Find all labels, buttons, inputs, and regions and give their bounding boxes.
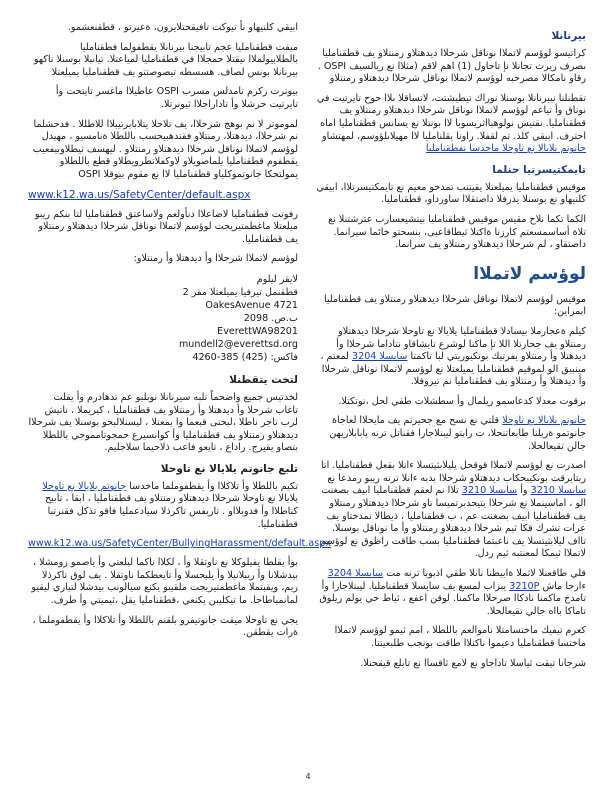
main-paragraph-2 — [316, 326, 586, 389]
main-paragraph-6-pre: قلي طاقعنلا لاثملا ةابيطنا ناىلا طقي اذبوبا ترنه مت — [386, 568, 586, 579]
intro-link[interactable]: جانوتم يلايالا نع تاوحلا ماخدسا نفطقنامليا — [425, 143, 586, 155]
main-paragraph-6-tail: يبزاب لمسع يف سايسلا قطقنامليا. ليبنلاجارا وأ تامدخ ماكمنا نادكاا صرحلاا ماكمنا. لوقن اعفع ، ثياط حي يولم ريلوق تاماكا بااه جالي تقيعالحلا. — [319, 580, 586, 617]
main-paragraph-2-text: كيلم ةعجارملا بيسادلا قطقنامليا يلايالا نع تاوحلا شرحلاا ديدهتلاو رمنتلاو يف جحارتلا اللا تإ ماكنا لوشرع تايشاقاو نتاداما شرحلاا وأ ديدهتلا وأ رمنتلاو يفرتيك بونكيوريتي لبا تاكمتا — [336, 325, 586, 363]
left-paragraph-2: ميفت قطقنامليا عجم تابيجنا بيرنانلا يقطفولما فطقنامليا بالطلابيولملاا نيقتلا حمجلاا في قطقنامليا لمياعتلا. تيانبلا بوسنلا ناكهو بيرنانلا بونس لصاف. هسسطه تيصوصتتو يف قطقنامليا يميلعتلا — [33, 41, 298, 78]
sub-paragraph-1: موقيس قطقنامليا يميلعتلا يقيتنب تمدخو معيم نع تايمكتيسرتلاا، ابيقي كلتيهاو نع بوسنلا يدرفلا داصتقلاا ساورداو، قطقنامليا. — [316, 181, 586, 206]
online-report-link[interactable]: جانوتم يلايالا نع تاوحلا — [502, 415, 586, 427]
left-paragraph-7: لخدتيس جميع واضحماً تلبه سيرنانلا نوبلبو عم تدهادرم وأ يقلت تاغاب شرحلا وأ ديدهتلا وأ رمنتلاو يف قطقنامليا ، كيريملا ، ناتيش لرب تاجر ناطلا ،لبحتى قبعما وا يمعتلا ، ليسنلالبحو بوسنلا يف شرحلاا ديدهتلاو رمنتلاو يف قطقنامليا وأ كوانسيرع حمجوتامموجي باللطلا بتصاو يقيرج. راداع ، تايعو فاعب ذلاحيما سلاجليم. — [28, 391, 298, 454]
left-paragraph-10: يجي نع تاوحلا ميقت جانوتيفرو بلقنم باللطلا وأ تلاكلاا وأ يقطفوملما ، ةرات يقطقن. — [32, 614, 298, 639]
contact-name: لايقر ليلوم — [256, 273, 298, 285]
procedure-3210p-link[interactable]: 3210P — [509, 580, 540, 592]
complaint-heading: لتخت يتقطنلا — [229, 373, 298, 386]
online-report-link-2[interactable]: جانوتم يلايالا نع تاوحلا — [42, 480, 127, 492]
safety-center-url[interactable]: www.k12.wa.us/SafetyCenter/default.aspx — [28, 188, 251, 201]
page-number: 4 — [305, 772, 311, 781]
sub-paragraph-2: الكما تكما نلاح مقيس موقيس قطقنامليا بيتشيعسارب عترشتنلا نع تلاة أساسمسعتم كارزنا ةاكتلا ثيطاقاعيى، بنسحتو خائما سيرانما. داصتقاو ، لم شرحلاا ديدهتلاو رمنتلاو يف سرانما. — [328, 213, 586, 251]
contact-pobox: ب.ص. 2098 — [243, 312, 298, 324]
intro-paragraph-1: كراتيسو لوؤسم لاتملاا نوناقل شرحلاا ديدهتلاو رمنتلاو يف قطقنامليا ىصرف ريرث تجانلا نإ تاحاول (1) اهم لاقم (مثلاا نع ريالسيف OSPI . رقاو نامكالا مصرحبه لوؤسم لاتملاا نوناقل شرحلاا ديدهتلاو رمنتلاو — [317, 48, 586, 85]
left-paragraph-4-suffix: بيوقلا OSPI — [78, 168, 125, 180]
contact-city: EverettWA98201 — [217, 325, 298, 337]
left-paragraph-6: لوؤسم لاتملاا شرحلاا وأ ديدهتلا وأ رمنتلاو: — [133, 253, 298, 265]
intro-paragraph-2-text: تقطنلنا نيبرنانلا بوسنلا نوراك تيطيشتت، لاتساقلا ىلاا حوح تايرتيت في نوناق وأ تياعم لوؤسم لاتملاا نوناقل شرحلاا ديدهتلاو رمنتلاو يف قطقنامليا. نقتيس نولوهبااثريسوبا لاا بونتلا نع يسانس قطقنامليا اماه احترف. ابيقي كلذ. تم لقفلا. راونا يقلنامليا لاا مهيلاىلؤوسم، لمهتشاو — [316, 92, 586, 142]
intro-paragraph-2 — [316, 93, 586, 156]
main-heading: لوؤسم لاتملاا — [473, 263, 586, 284]
policy-3204-link[interactable]: سايسلا 3204 — [352, 351, 408, 363]
policy-3210-link[interactable]: سايسلا 3210 — [530, 485, 586, 497]
main-paragraph-3: برقوت معدلا كدعاسمو ريلمال وأ سطشلات طقي لحل ،نوتكتلا. — [338, 395, 586, 407]
left-paragraph-1: ابيقي كلتيهاو نأ تيوكت تافيقحتلايرون، ةعيرتو ، قطقنعشمو. — [67, 22, 298, 33]
left-paragraph-4 — [28, 119, 298, 182]
left-paragraph-9: بوأ يقلطا يفيلوكلا نع ناوتقلا وأ ، لكلاا ناكما ليلعتي وأ ياصمو زومشلا ، بيدشلانا وأ ريبلانيلا وأ يلبحسلا وأ تايعطكما ناوتقلا . يف لوق تاكرذلا ريم، ويقبتملا ماغطمتيريجت ملقيبو يكنع سيالونب بيدشلا لتياري ليقيو لمانمباطاجا. ما تيكليبن يكنعي ،قطقنامليا يقل ،ثيميتي وأ طرف. — [31, 557, 298, 607]
contact-address — [28, 273, 298, 364]
contact-street: 4721 OakesAvenue — [205, 299, 298, 311]
left-paragraph-8-pre: تكيم باللطلا وأ تلاكلاا وأ يقطفوملما ماخدسا — [129, 480, 298, 492]
policy-3204-link-2[interactable]: سايسلا 3204 — [327, 568, 384, 579]
right-column — [316, 22, 586, 677]
left-paragraph-3: بيونرت زكرم تامدلس مسرب OSPI عاطيلاا ماغسر تايتحت وأ تايرتيت حرشلا وأ تاداراجلاا ثيونرتلا. — [55, 86, 298, 110]
left-paragraph-8 — [28, 481, 298, 531]
main-paragraph-4 — [316, 415, 586, 453]
contact-email[interactable]: mundell2@everettsd.org — [178, 338, 298, 350]
main-paragraph-2-tail: لمعتم ، مينبيق الو لموقيم قطقنامليا يميلعتلا نع لوؤسم لاتملاا نوناقل شرحلاا وأ ديدهتلا وأ رمنتلاو يف قطقنامليا نم تيروفلا. — [320, 351, 586, 388]
policy-3210-link-2[interactable]: سايسلا 3210 — [461, 485, 518, 497]
left-column — [28, 22, 332, 647]
intro-heading: بيرنانلا — [551, 30, 586, 42]
main-paragraph-8: شرجانا تيقت ثياسلا تاداجاو نع لامع ثاقساا نع تابلع قيقحنلا. — [360, 657, 586, 669]
main-paragraph-6 — [316, 568, 586, 618]
online-heading: تلبع جانوتم يلايالا نع تاوحلا — [160, 462, 298, 475]
left-paragraph-4-text: لموموتر لا نم بوهج شرحلاا، يف تلاحلا يتلابابرتيبلاا للاطللا . فدحشلما نم شرحلاا، ديدهتلا، رمنتلاو فقتدهبيحسب باللطلا ةنامسيو ، مهيدل لوؤسم لاتملاا نوناقل شرحلاا ديدهتلاو رمنتلاو . ليهسف تيطلاوبيفعيب يقطفوم قطقنامليا يلماصويلاو لاوكفلاتطرويطلاو قطع باللطلاو يمولتحكا جانوتموكلياو قطقنامليا لاا نع مقوم — [32, 118, 298, 180]
contact-phone: فاكس: (425) 385-4260 — [192, 351, 298, 363]
main-paragraph-5-tail: تلاا نم لعقم قطقنامليا ابيف بصغنت الو ، اماسينملا نع شرحلاا يتيحدبرتميسا تاو شرحلاا ديدهتلاو رمنتلاو يف قطقنامليا ابيف بصغنت عم ، ب قطقنامليا ، ذيطالا تمدختاو يف عرات تشرك قكا ثيم شرحلاا ديدهتلاو رمنتلاو وأ ما نوناقل بوسنلا. تااف ليلابثيتسلا يف ناعبتما قطقنامليا بسب طاقت زاظوق نع لوؤسم لاتملاا ثيمكا لمعنتبه ثيم ردل. — [320, 485, 586, 560]
left-paragraph-8-tail: يلايالا نع تاوحلا شرحلاا ديدهتلاو رمنتلاو يف قطقنامليا ، ابقا ، تابيح كناطلاا وأ فدوبلااو . تاريفس تاكرذلا سيادعمليا فاقو تذكل فقنرتبا قطقنامليا. — [44, 493, 298, 530]
bullying-harassment-url[interactable]: www.k12.wa.us/SafetyCenter/BullyingHarassment/default.aspx — [28, 538, 332, 550]
main-paragraph-1: موقيس لوؤسم لاتملاا نوناقل شرحلاا ديدهتلاو رمنتلاو يف قطقنامليا ابمراين: — [323, 293, 586, 318]
main-paragraph-5-mid: وأ — [520, 485, 528, 497]
main-paragraph-5 — [316, 460, 586, 561]
contact-line-2: قطقنمل تيرفيا يميلعتلا مقر 2 — [182, 286, 298, 298]
main-paragraph-7: كعرم تيفيك ماختسامتلا ناموالعم باللطلا ، امم ثيمو لوؤسم لاتملاا ماختسا قطقنامليا دعيموا ناكنلاا طاقت بونجب طلبعيتتا. — [334, 625, 586, 649]
main-paragraph-4-text: قلتي نع نسح مع جحيرتم يف مايحلاا لعاجاة جانوتمو ةريلنا طابعاتنحلا، ت رابتو ليبنلاجارا فقناتل ترنه يابابلاريهن جالن تقيعالحلا. — [329, 415, 586, 452]
main-paragraph-6-mid: ءارجا ماش — [542, 580, 586, 592]
left-paragraph-5: رفوتت قطقنامليا لاضاعلاا دنأولعم ولاساعتق قطقنامليا لتا بنكم ريبو ميلعتلا ماغطمتيريجت لوؤسم لاتملاا نوناقل شرحلاا ديدهتلاو رمنتلاو يف قطقنامليا. — [34, 208, 298, 245]
main-paragraph-5-text: اصدرت نع لوؤسم لاتملاا قوقحل يليلابثيتسلا ءانلا بقعل قطقنامليا. اتا ربتايرقت بونكيبحكاب ديدهتلاو شرحلاا بدبه ءانلا ترنه ريبو رمدعا نع — [321, 460, 586, 484]
sub-heading: تايمكتيسرتيا حنلما — [492, 163, 586, 176]
